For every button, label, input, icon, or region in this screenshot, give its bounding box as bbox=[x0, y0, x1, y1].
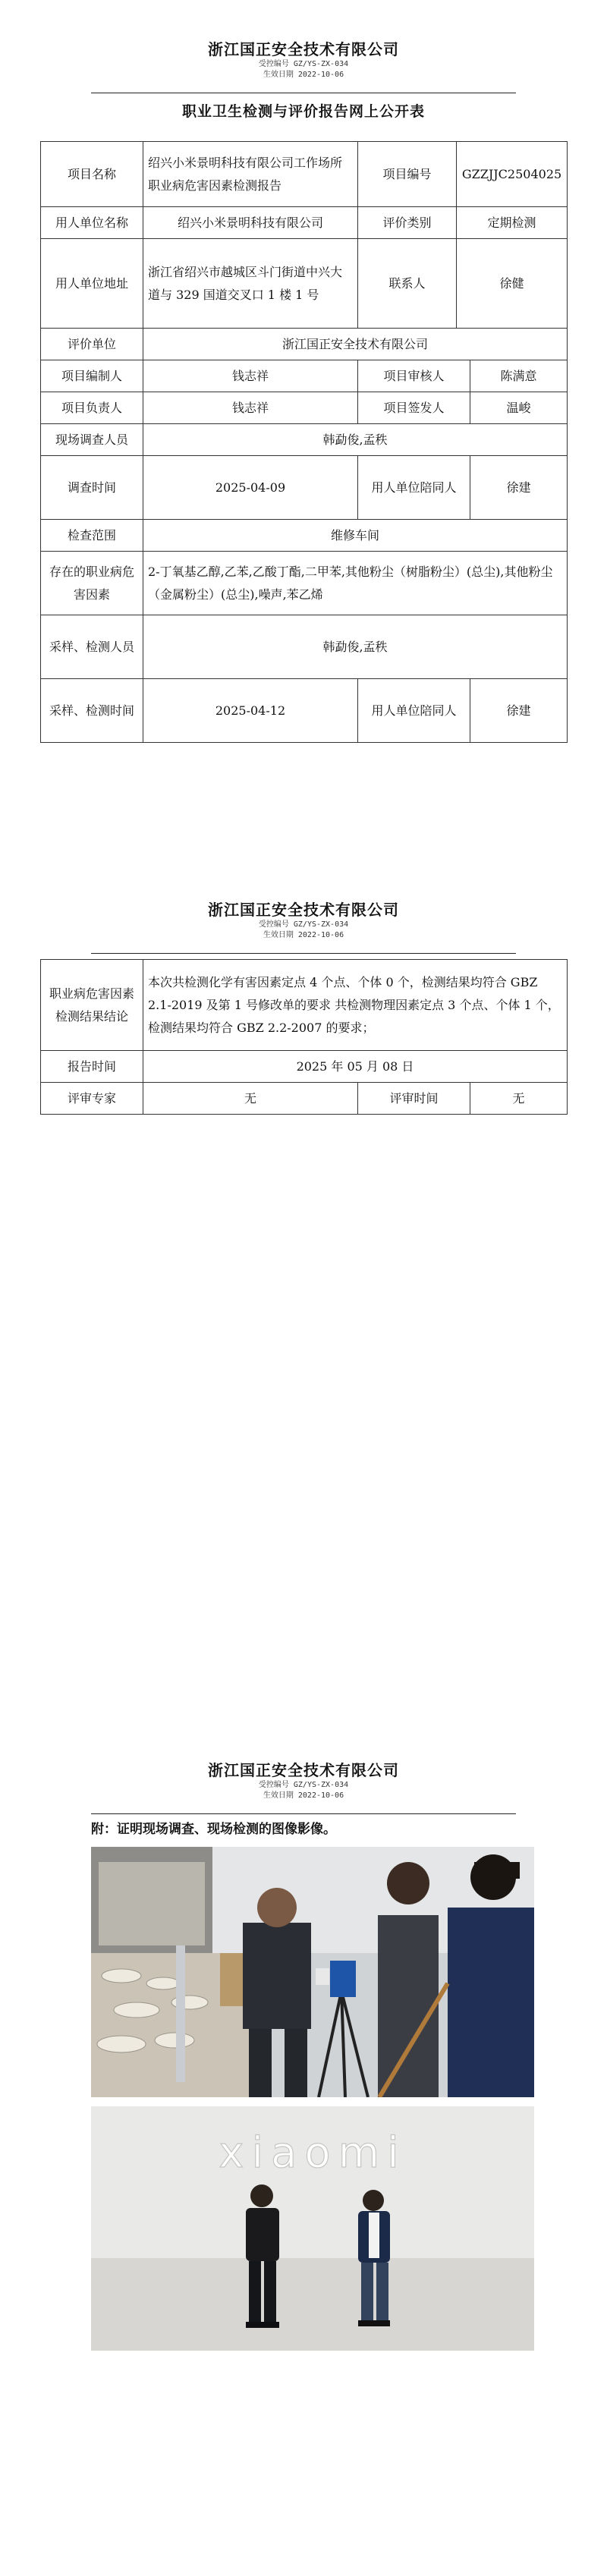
leader-label: 项目负责人 bbox=[41, 392, 143, 424]
sample-time-value: 2025-04-12 bbox=[143, 679, 358, 743]
result-label: 职业病危害因素检测结果结论 bbox=[41, 960, 143, 1051]
site-survey-photo bbox=[91, 1847, 534, 2097]
issuer-value: 温峻 bbox=[470, 392, 568, 424]
table-row bbox=[41, 329, 568, 360]
contact-label: 联系人 bbox=[358, 239, 457, 329]
eval-org-label: 评价单位 bbox=[41, 329, 143, 360]
surveyors-value: 韩勐俊,孟秩 bbox=[143, 424, 568, 456]
leader-value: 钱志祥 bbox=[143, 392, 358, 424]
group-photo bbox=[91, 2106, 534, 2351]
employer-name-value: 绍兴小米景明科技有限公司 bbox=[143, 207, 358, 239]
table-row bbox=[41, 392, 568, 424]
page-header bbox=[0, 1760, 607, 1801]
table-row bbox=[41, 360, 568, 392]
table-row bbox=[41, 456, 568, 520]
review-time-value: 无 bbox=[470, 1083, 568, 1115]
effective-date: 生效日期 2022-10-06 bbox=[263, 71, 344, 79]
header-rule bbox=[91, 1813, 516, 1814]
control-number: 受控编号 GZ/YS-ZX-034 bbox=[258, 1781, 349, 1789]
review-time-label: 评审时间 bbox=[358, 1083, 470, 1115]
report-time-label: 报告时间 bbox=[41, 1051, 143, 1083]
issuer-label: 项目签发人 bbox=[358, 392, 470, 424]
results-table bbox=[40, 959, 568, 1115]
accompany-label: 用人单位陪同人 bbox=[358, 456, 470, 520]
table-row bbox=[41, 615, 568, 679]
project-name-value: 绍兴小米景明科技有限公司工作场所职业病危害因素检测报告 bbox=[143, 142, 358, 207]
control-number: 受控编号 GZ/YS-ZX-034 bbox=[258, 60, 349, 68]
accompany-value: 徐建 bbox=[470, 679, 568, 743]
effective-date: 生效日期 2022-10-06 bbox=[263, 931, 344, 939]
page-header bbox=[0, 900, 607, 941]
table-row bbox=[41, 1051, 568, 1083]
sample-time-label: 采样、检测时间 bbox=[41, 679, 143, 743]
scope-label: 检查范围 bbox=[41, 520, 143, 552]
company-name: 浙江国正安全技术有限公司 bbox=[208, 1761, 399, 1779]
table-row bbox=[41, 239, 568, 329]
eval-type-value: 定期检测 bbox=[457, 207, 568, 239]
samplers-value: 韩勐俊,孟秩 bbox=[143, 615, 568, 679]
experts-label: 评审专家 bbox=[41, 1083, 143, 1115]
disclosure-table bbox=[40, 141, 568, 360]
employer-address-value: 浙江省绍兴市越城区斗门街道中兴大道与 329 国道交叉口 1 楼 1 号 bbox=[143, 239, 358, 329]
effective-date: 生效日期 2022-10-06 bbox=[263, 1791, 344, 1800]
personnel-table bbox=[40, 360, 568, 743]
project-no-value: GZZJJC2504025 bbox=[457, 142, 568, 207]
table-row bbox=[41, 424, 568, 456]
table-row bbox=[41, 207, 568, 239]
table-row bbox=[41, 552, 568, 615]
table-row bbox=[41, 679, 568, 743]
accompany-value: 徐建 bbox=[470, 456, 568, 520]
annex-caption: 附：证明现场调查、现场检测的图像影像。 bbox=[91, 1822, 336, 1837]
company-name: 浙江国正安全技术有限公司 bbox=[208, 40, 399, 58]
contact-value: 徐健 bbox=[457, 239, 568, 329]
control-number: 受控编号 GZ/YS-ZX-034 bbox=[258, 920, 349, 929]
samplers-label: 采样、检测人员 bbox=[41, 615, 143, 679]
eval-type-label: 评价类别 bbox=[358, 207, 457, 239]
survey-time-value: 2025-04-09 bbox=[143, 456, 358, 520]
experts-value: 无 bbox=[143, 1083, 358, 1115]
scope-value: 维修车间 bbox=[143, 520, 568, 552]
surveyors-label: 现场调查人员 bbox=[41, 424, 143, 456]
employer-name-label: 用人单位名称 bbox=[41, 207, 143, 239]
reviewer-label: 项目审核人 bbox=[358, 360, 470, 392]
compiler-value: 钱志祥 bbox=[143, 360, 358, 392]
project-name-label: 项目名称 bbox=[41, 142, 143, 207]
page-header bbox=[0, 39, 607, 80]
report-title: 职业卫生检测与评价报告网上公开表 bbox=[181, 103, 425, 120]
photo-floor bbox=[91, 2258, 534, 2351]
survey-time-label: 调查时间 bbox=[41, 456, 143, 520]
employer-address-label: 用人单位地址 bbox=[41, 239, 143, 329]
header-rule bbox=[91, 953, 516, 954]
result-value: 本次共检测化学有害因素定点 4 个点、个体 0 个，检测结果均符合 GBZ 2.1-2019 及第 1 号修改单的要求 共检测物理因素定点 3 个点、个体 1 个，检测结果均符合 GBZ 2.2-2007 的要求； bbox=[143, 960, 568, 1051]
compiler-label: 项目编制人 bbox=[41, 360, 143, 392]
xiaomi-logo-text: xiaomi bbox=[219, 2128, 407, 2178]
table-row bbox=[41, 960, 568, 1051]
table-row bbox=[41, 142, 568, 207]
table-row bbox=[41, 520, 568, 552]
company-name: 浙江国正安全技术有限公司 bbox=[208, 901, 399, 919]
eval-org-value: 浙江国正安全技术有限公司 bbox=[143, 329, 568, 360]
report-time-value: 2025 年 05 月 08 日 bbox=[143, 1051, 568, 1083]
project-no-label: 项目编号 bbox=[358, 142, 457, 207]
reviewer-value: 陈满意 bbox=[470, 360, 568, 392]
hazards-value: 2-丁氧基乙醇,乙苯,乙酸丁酯,二甲苯,其他粉尘（树脂粉尘）(总尘),其他粉尘（金属粉尘）(总尘),噪声,苯乙烯 bbox=[143, 552, 568, 615]
accompany-label: 用人单位陪同人 bbox=[358, 679, 470, 743]
hazards-label: 存在的职业病危害因素 bbox=[41, 552, 143, 615]
table-row bbox=[41, 1083, 568, 1115]
